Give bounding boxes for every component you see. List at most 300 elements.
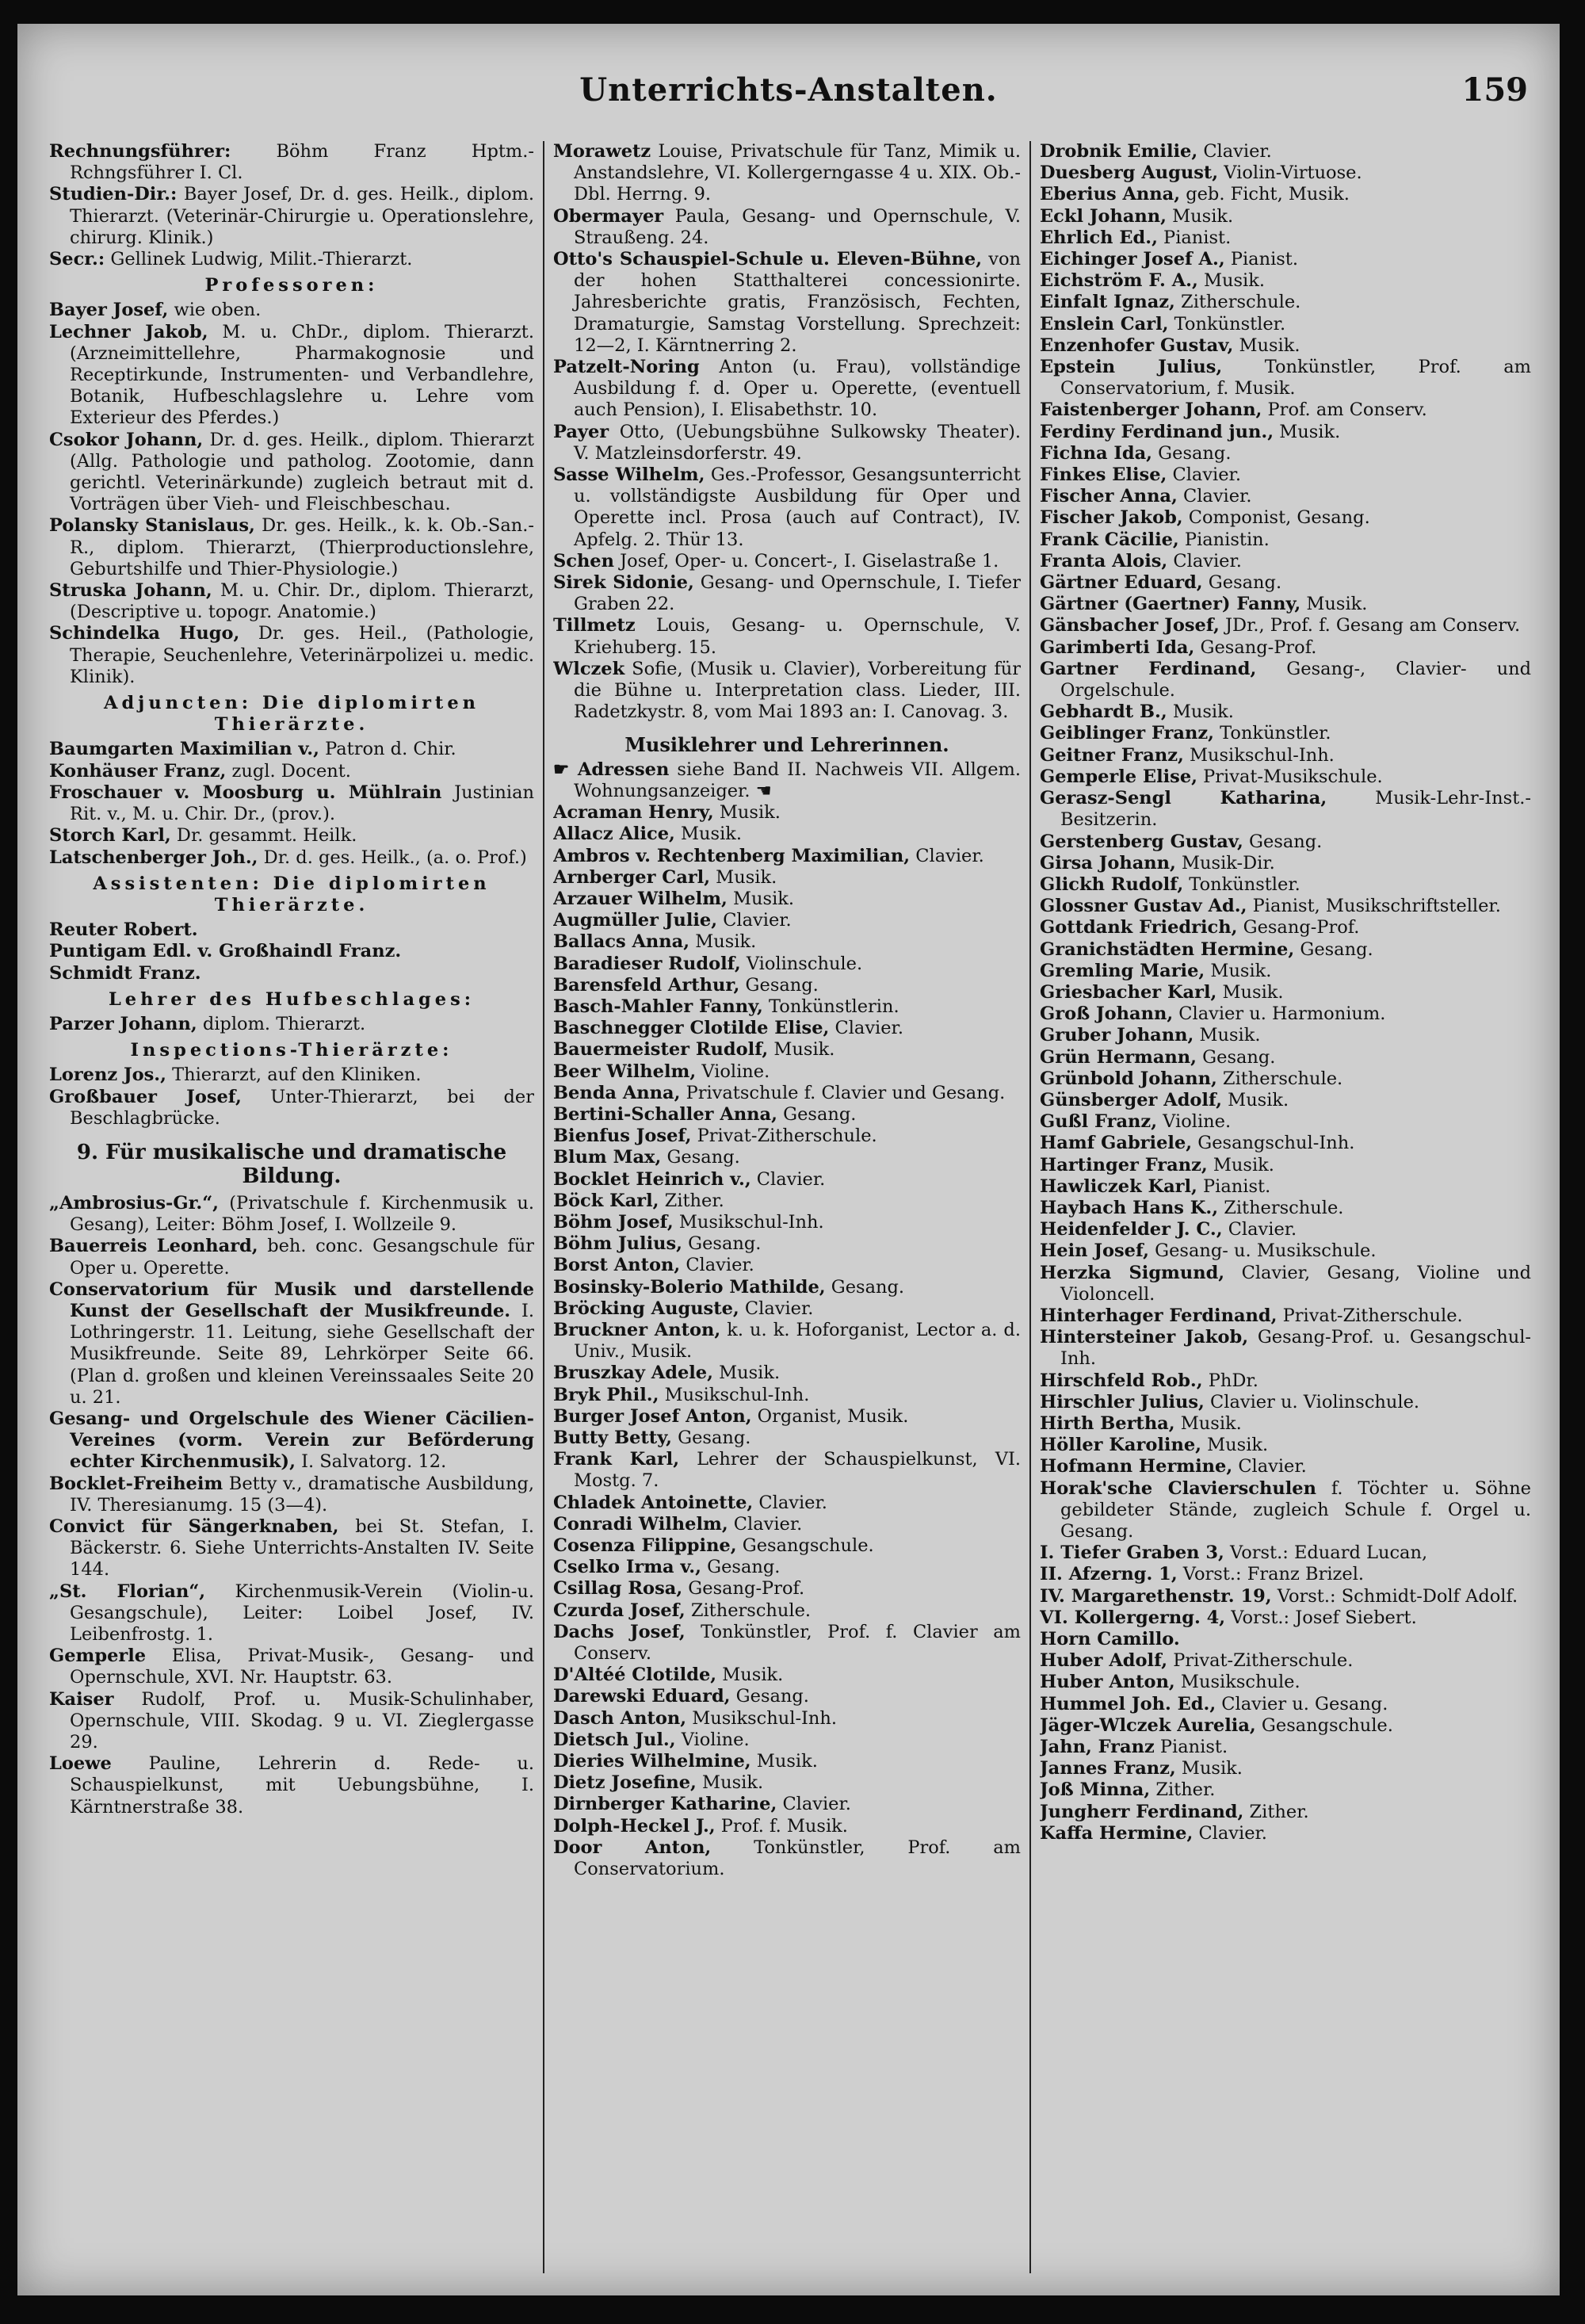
directory-entry [1040, 961, 1531, 982]
entry-name: Jannes Franz, [1040, 1758, 1176, 1779]
entry-text: Zitherschule. [1174, 292, 1301, 313]
directory-entry [1040, 637, 1531, 659]
entry-name: Burger Josef Anton, [553, 1405, 752, 1427]
entry-text: Clavier. [739, 1298, 814, 1319]
entry-text: Justinian Rit. v., M. u. Chir. Dr., (prov.). [70, 782, 534, 825]
column-2 [553, 141, 1021, 2281]
directory-entry [1040, 141, 1531, 162]
entry-name: Groß Johann, [1040, 1003, 1174, 1025]
entry-name: Herzka Sigmund, [1040, 1262, 1225, 1283]
entry-name: Dasch Anton, [553, 1707, 687, 1729]
entry-name: Wlczek [553, 658, 625, 679]
directory-entry [49, 184, 534, 249]
entry-name: Epstein Julius, [1040, 357, 1223, 378]
entry-text: JDr., Prof. f. Gesang am Conserv. [1219, 615, 1521, 636]
entry-name: Schindelka Hugo, [49, 623, 240, 644]
entry-name: Gärtner (Gaertner) Fanny, [1040, 594, 1301, 615]
entry-text: f. Töchter u. Söhne gebildeter Stände, zugleich Schule f. Orgel u. Gesang. [1060, 1477, 1531, 1542]
entry-name: Böck Karl, [553, 1190, 659, 1211]
directory-entry [553, 954, 1021, 975]
entry-name: Secr.: [49, 249, 105, 270]
entry-name: Geiblinger Franz, [1040, 723, 1214, 744]
entry-name: Garimberti Ida, [1040, 636, 1195, 658]
entry-text: Clavier u. Harmonium. [1173, 1003, 1386, 1025]
directory-entry [553, 422, 1021, 464]
directory-entry [553, 206, 1021, 249]
directory-entry [553, 249, 1021, 357]
entry-text: Musik. [1274, 421, 1341, 442]
directory-entry [1040, 1198, 1531, 1219]
entry-text: Clavier, Gesang, Violine und Violoncell. [1060, 1262, 1531, 1305]
entry-name: Einfalt Ignaz, [1040, 292, 1175, 313]
entry-text: Musik. [1233, 334, 1300, 356]
directory-entry [553, 1126, 1021, 1147]
entry-text: Musik. [1197, 270, 1266, 292]
directory-entry [49, 322, 534, 430]
directory-entry [553, 1191, 1021, 1212]
entry-text: Musik. [696, 1772, 764, 1794]
entry-name: Haybach Hans K., [1040, 1197, 1219, 1218]
entry-text: Privat-Zitherschule. [691, 1126, 877, 1147]
entry-text: Musik. [713, 802, 781, 824]
entry-text: Zither. [659, 1190, 724, 1211]
entry-name: Horak'sche Clavierschulen [1040, 1477, 1316, 1499]
directory-entry [553, 846, 1021, 867]
entry-text: Clavier u. Violinschule. [1204, 1391, 1420, 1412]
directory-entry [553, 1255, 1021, 1276]
entry-text: Louis, Gesang- u. Opernschule, V. Kriehuberg. 15. [574, 615, 1021, 658]
directory-entry [1040, 701, 1531, 723]
directory-entry [553, 910, 1021, 931]
directory-entry [553, 1493, 1021, 1514]
entry-name: Heidenfelder J. C., [1040, 1219, 1223, 1240]
directory-entry [1040, 1629, 1531, 1650]
entry-name: Tillmetz [553, 615, 636, 636]
entry-text: Musikschul-Inh. [659, 1384, 810, 1405]
directory-entry [553, 141, 1021, 206]
entry-name: Gebhardt B., [1040, 701, 1167, 723]
entry-text: Gesang. [1152, 442, 1232, 464]
directory-entry [1040, 1586, 1531, 1607]
entry-text: Musik. [689, 931, 757, 953]
entry-name: „Ambrosius-Gr.“, [49, 1192, 219, 1214]
entry-text: Gesangschule. [736, 1535, 874, 1556]
directory-entry [49, 1474, 534, 1516]
entry-text: Thierarzt, auf den Kliniken. [166, 1065, 422, 1086]
entry-name: Studien-Dir.: [49, 184, 178, 205]
entry-text: Pianist, Musikschriftsteller. [1247, 896, 1501, 917]
entry-name: Eichström F. A., [1040, 270, 1198, 292]
directory-entry [553, 1772, 1021, 1794]
entry-name: Gerasz-Sengl Katharina, [1040, 788, 1327, 809]
entry-name: Hartinger Franz, [1040, 1154, 1208, 1175]
entry-name: Dietsch Jul., [553, 1729, 676, 1750]
entry-text: Violinschule. [740, 953, 863, 974]
directory-entry [1040, 1263, 1531, 1305]
entry-name: Frank Cäcilie, [1040, 529, 1179, 550]
entry-name: Payer [553, 421, 609, 442]
directory-entry [1040, 399, 1531, 421]
entry-text: Josef, Oper- u. Concert-, I. Giselastraße 1. [613, 550, 999, 571]
directory-entry [553, 1730, 1021, 1751]
entry-text: Gesang. [1197, 1046, 1276, 1068]
entry-name: Dolph-Heckel J., [553, 1815, 716, 1837]
directory-entry [553, 1665, 1021, 1686]
entry-name: Conradi Wilhelm, [553, 1513, 728, 1535]
directory-entry [1040, 594, 1531, 615]
directory-entry [1040, 1607, 1531, 1629]
entry-name: Gänsbacher Josef, [1040, 615, 1220, 636]
entry-name: Bruszkay Adele, [553, 1363, 713, 1384]
directory-entry [1040, 939, 1531, 961]
entry-name: Eberius Anna, [1040, 184, 1181, 205]
directory-entry [1040, 1823, 1531, 1844]
entry-text: Clavier. [829, 1018, 903, 1039]
entry-name: Hirschfeld Rob., [1040, 1370, 1203, 1391]
directory-entry [49, 1193, 534, 1236]
entry-name: Bocklet-Freiheim [49, 1473, 223, 1494]
entry-name: Basch-Mahler Fanny, [553, 996, 763, 1017]
directory-entry [553, 996, 1021, 1018]
entry-text: M. u. Chir. Dr., diplom. Thierarzt, (Descriptive u. topogr. Anatomie.) [70, 580, 534, 623]
entry-name: Sasse Wilhelm, [553, 464, 705, 486]
entry-name: Eichinger Josef A., [1040, 249, 1225, 270]
entry-text: Gesang-Prof. u. Gesangschul-Inh. [1060, 1327, 1531, 1370]
directory-entry [1040, 1478, 1531, 1543]
directory-entry [1040, 723, 1531, 744]
entry-text: Otto, (Uebungsbühne Sulkowsky Theater). V. Matzleinsdorferstr. 49. [574, 421, 1021, 464]
entry-text: Sofie, (Musik u. Clavier), Vorbereitung für die Bühne u. Interpretation class. Lieder, III. Radetzkystr. 8, vom Mai 1893 an: I. Canovag. 3. [574, 658, 1021, 723]
entry-name: Hummel Joh. Ed., [1040, 1693, 1216, 1714]
directory-entry [1040, 1219, 1531, 1240]
entry-name: Gartner Ferdinand, [1040, 658, 1257, 679]
entry-text: Musik. [1222, 1089, 1289, 1110]
directory-entry [553, 867, 1021, 889]
entry-text: geb. Ficht, Musik. [1180, 184, 1350, 205]
directory-entry [553, 1104, 1021, 1126]
entry-text: Musik. [712, 1363, 781, 1384]
entry-name: Sirek Sidonie, [553, 572, 694, 594]
entry-text: Unter-Thierarzt, bei der Beschlagbrücke. [70, 1086, 534, 1129]
entry-text: Rudolf, Prof. u. Musik-Schulinhaber, Opernschule, VIII. Skodag. 9 u. VI. Zieglergasse 29. [70, 1688, 534, 1753]
directory-entry [553, 1578, 1021, 1600]
entry-name: Konhäuser Franz, [49, 760, 227, 782]
directory-entry [49, 1014, 534, 1035]
entry-text: Clavier. [1167, 464, 1241, 486]
entry-text: Musik. [1207, 1154, 1274, 1175]
entry-name: Dietz Josefine, [553, 1772, 697, 1794]
directory-entry [49, 739, 534, 760]
entry-text: Zitherschule. [1216, 1068, 1343, 1089]
directory-entry [1040, 1650, 1531, 1672]
entry-name: Hein Josef, [1040, 1240, 1149, 1262]
directory-entry [49, 580, 534, 623]
entry-name: Arzauer Wilhelm, [553, 888, 728, 909]
entry-text: Musik. [1300, 594, 1368, 615]
entry-text: Tonkünstler, Prof. am Conservatorium. [574, 1837, 1021, 1880]
entry-text: Clavier. [1177, 486, 1252, 507]
directory-entry [49, 1689, 534, 1754]
entry-name: Bryk Phil., [553, 1384, 659, 1405]
directory-entry [1040, 206, 1531, 227]
entry-text: Musik. [727, 888, 795, 909]
directory-entry [553, 1212, 1021, 1233]
entry-name: Duesberg August, [1040, 162, 1219, 184]
entry-name: Kaiser [49, 1688, 114, 1710]
directory-entry [553, 802, 1021, 824]
directory-entry [49, 141, 534, 184]
directory-entry [1040, 1758, 1531, 1779]
directory-entry [553, 1363, 1021, 1384]
entry-name: Conservatorium für Musik und darstellende Kunst der Gesellschaft der Musikfreunde. [49, 1279, 534, 1321]
entry-name: Borst Anton, [553, 1255, 681, 1276]
entry-name: Blum Max, [553, 1147, 662, 1168]
entry-text: Musik-Lehr-Inst.-Besitzerin. [1060, 788, 1531, 831]
entry-name: Morawetz [553, 141, 651, 162]
directory-entry [1040, 443, 1531, 464]
entry-text: Musik. [750, 1751, 818, 1772]
directory-entry [49, 249, 534, 270]
entry-text: Clavier. [1197, 141, 1272, 162]
entry-name: IV. Margarethenstr. 19, [1040, 1585, 1272, 1607]
directory-page [17, 24, 1560, 2295]
directory-entry [553, 1751, 1021, 1772]
entry-name: Jahn, Franz [1040, 1737, 1155, 1758]
directory-entry [553, 759, 1021, 802]
entry-name: Lorenz Jos., [49, 1065, 166, 1086]
entry-name: I. Tiefer Graben 3, [1040, 1542, 1224, 1564]
entry-text: Tonkünstler, Prof. am Conservatorium, f. Musik. [1060, 357, 1531, 399]
directory-entry [1040, 292, 1531, 313]
entry-text: Gesangschul-Inh. [1192, 1133, 1355, 1154]
entry-name: Baradieser Rudolf, [553, 953, 741, 974]
entry-text: Musik. [1194, 1025, 1261, 1046]
entry-text: Lehrer der Schauspielkunst, VI. Mostg. 7. [574, 1449, 1021, 1492]
entry-text: Anton (u. Frau), vollständige Ausbildung f. d. Oper u. Operette, (eventuell auch Pension), I. Elisabethstr. 10. [574, 357, 1021, 421]
entry-text: von der hohen Statthalterei concessionirte. Jahresberichte gratis, Französisch, Fechten, Dramaturgie, Samstag Vorstellung. Sprechzeit: 12—2, I. Kärntnerring 2. [574, 249, 1021, 356]
directory-entry [1040, 1068, 1531, 1090]
entry-text: bei St. Stefan, I. Bäckerstr. 6. Siehe Unterrichts-Anstalten IV. Seite 144. [70, 1516, 534, 1581]
subsection-heading: Professoren: [204, 275, 379, 296]
directory-entry [49, 1581, 534, 1646]
entry-name: Bosinsky-Bolerio Mathilde, [553, 1276, 826, 1298]
entry-text: Dr. ges. Heil., (Pathologie, Therapie, Seuchenlehre, Veterinärpolizei u. medic. Klinik). [70, 623, 534, 687]
entry-text: Tonkünstler. [1183, 873, 1300, 895]
entry-name: Horn Camillo. [1040, 1629, 1180, 1650]
entry-name: Hirth Bertha, [1040, 1412, 1175, 1434]
directory-entry [1040, 249, 1531, 270]
directory-entry [1040, 766, 1531, 788]
entry-text: Gesang-Prof. [1194, 636, 1317, 658]
entry-name: Struska Johann, [49, 580, 212, 602]
entry-text: Clavier. [753, 1492, 827, 1513]
entry-name: Hintersteiner Jakob, [1040, 1327, 1249, 1348]
entry-name: Bocklet Heinrich v., [553, 1168, 751, 1190]
entry-text: Ges.-Professor, Gesangsunterricht u. vollständigste Ausbildung für Oper und Operette incl. Prosa (auch auf Contract), IV. Apfelg. 2. Thür 13. [574, 464, 1021, 550]
entry-text: Musikschul-Inh. [1183, 744, 1335, 766]
directory-entry [1040, 788, 1531, 831]
entry-name: Acraman Henry, [553, 802, 714, 824]
entry-name: Joß Minna, [1040, 1779, 1151, 1801]
entry-name: Fichna Ida, [1040, 442, 1153, 464]
directory-entry [1040, 874, 1531, 896]
directory-entry [1040, 1392, 1531, 1413]
entry-name: Bauermeister Rudolf, [553, 1039, 769, 1061]
directory-entry [553, 1816, 1021, 1837]
column-divider [543, 141, 544, 2273]
entry-text: Dr. ges. Heilk., k. k. Ob.-San.-R., diplom. Thierarzt, (Thierproductionslehre, Geburtshilfe und Thier-Physiologie.) [70, 515, 534, 579]
directory-entry [1040, 464, 1531, 486]
entry-text: Gesang-Prof. [682, 1578, 805, 1600]
entry-name: Franta Alois, [1040, 550, 1168, 571]
directory-entry [49, 782, 534, 825]
entry-text: Musik. [1201, 1435, 1269, 1456]
section-heading: 9. Für musikalische und dramatische Bildung. [76, 1140, 507, 1188]
entry-text: Musik. [1166, 205, 1234, 227]
directory-entry [49, 1646, 534, 1688]
directory-entry [553, 1277, 1021, 1298]
directory-entry [553, 1557, 1021, 1578]
entry-text: Privat-Musikschule. [1197, 766, 1383, 787]
directory-entry [49, 761, 534, 782]
entry-text: Tonkünstlerin. [762, 996, 899, 1017]
entry-name: Gemperle [49, 1646, 147, 1667]
entry-name: Beer Wilhelm, [553, 1061, 697, 1082]
directory-entry [1040, 507, 1531, 529]
entry-text: Tonkünstler. [1168, 313, 1286, 334]
directory-entry [1040, 1047, 1531, 1068]
directory-entry [1040, 270, 1531, 292]
directory-entry [1040, 1111, 1531, 1133]
entry-text: siehe Band II. Nachweis VII. Allgem. Wohnungsanzeiger. ☚ [574, 759, 1021, 801]
directory-entry [1040, 1435, 1531, 1456]
entry-name: Drobnik Emilie, [1040, 141, 1198, 162]
entry-name: Jäger-Wlczek Aurelia, [1040, 1714, 1256, 1736]
entry-text: Musik. [1175, 1758, 1243, 1779]
entry-name: Darewski Eduard, [553, 1686, 731, 1707]
entry-name: Baschnegger Clotilde Elise, [553, 1018, 830, 1039]
directory-entry [553, 1385, 1021, 1406]
directory-entry [553, 1061, 1021, 1083]
entry-text: Patron d. Chir. [319, 739, 456, 760]
directory-entry [553, 1018, 1021, 1039]
page-number: 159 [1461, 71, 1528, 109]
directory-entry [553, 1600, 1021, 1622]
entry-name: Finkes Elise, [1040, 464, 1167, 486]
directory-entry [553, 357, 1021, 422]
entry-text: Gesang. [777, 1103, 857, 1125]
directory-entry [553, 1320, 1021, 1363]
entry-name: Kaffa Hermine, [1040, 1822, 1194, 1844]
directory-entry [553, 1169, 1021, 1191]
directory-entry [553, 1298, 1021, 1320]
entry-name: Hirschler Julius, [1040, 1391, 1205, 1412]
directory-entry [49, 847, 534, 869]
directory-entry [49, 825, 534, 847]
subsection-heading: Musiklehrer und Lehrerinnen. [624, 733, 949, 757]
directory-entry [49, 515, 534, 580]
entry-name: Großbauer Josef, [49, 1086, 242, 1107]
entry-text: Componist, Gesang. [1182, 507, 1370, 529]
entry-text: Violin-Virtuose. [1218, 162, 1362, 184]
entry-text: Gesang- und Opernschule, I. Tiefer Graben 22. [574, 572, 1021, 615]
entry-text: Privat-Zitherschule. [1167, 1650, 1354, 1672]
directory-entry [553, 1233, 1021, 1255]
entry-name: Höller Karoline, [1040, 1435, 1201, 1456]
entry-name: Eckl Johann, [1040, 205, 1167, 227]
directory-entry [1040, 1779, 1531, 1801]
entry-name: Huber Adolf, [1040, 1650, 1168, 1672]
directory-entry [1040, 853, 1531, 874]
entry-name: Butty Betty, [553, 1427, 672, 1448]
directory-entry [1040, 1155, 1531, 1176]
subsection-heading: Inspections-Thierärzte: [130, 1040, 453, 1061]
entry-text: Prof. am Conserv. [1262, 399, 1427, 421]
entry-text: Clavier. [750, 1168, 826, 1190]
entry-name: Froschauer v. Moosburg u. Mühlrain [49, 782, 442, 803]
entry-text: k. u. k. Hoforganist, Lector a. d. Univ., Musik. [574, 1319, 1021, 1363]
directory-entry [1040, 357, 1531, 399]
entry-name: Huber Anton, [1040, 1672, 1175, 1693]
entry-name: Csillag Rosa, [553, 1578, 683, 1600]
directory-entry [49, 941, 534, 962]
directory-entry [49, 963, 534, 984]
entry-name: Girsa Johann, [1040, 852, 1176, 873]
column-divider [1029, 141, 1031, 2273]
entry-text: zugl. Docent. [226, 760, 351, 782]
entry-text: Musikschul-Inh. [686, 1707, 838, 1729]
entry-name: Bruckner Anton, [553, 1319, 721, 1340]
entry-name: Gottdank Friedrich, [1040, 917, 1238, 938]
page-header [17, 71, 1560, 135]
entry-text: Musik. [674, 824, 743, 845]
entry-name: Bertini-Schaller Anna, [553, 1103, 777, 1125]
entry-text: Gesang-Prof. [1237, 917, 1360, 938]
directory-entry [1040, 896, 1531, 917]
entry-text: Musikschule. [1174, 1672, 1300, 1693]
entry-text: Gesang-, Clavier- und Orgelschule. [1060, 658, 1531, 701]
entry-name: Fischer Anna, [1040, 486, 1178, 507]
directory-entry [49, 1409, 534, 1474]
entry-name: Cosenza Filippine, [553, 1535, 737, 1556]
directory-entry [1040, 1672, 1531, 1693]
directory-entry [1040, 162, 1531, 184]
entry-name: Günsberger Adolf, [1040, 1089, 1222, 1110]
directory-entry [1040, 422, 1531, 443]
directory-entry [553, 1514, 1021, 1535]
entry-text: Clavier. [910, 845, 984, 866]
entry-name: Benda Anna, [553, 1082, 681, 1103]
entry-name: Parzer Johann, [49, 1013, 197, 1034]
entry-name: Cselko Irma v., [553, 1557, 701, 1578]
subsection-heading: Lehrer des Hufbeschlages: [108, 988, 476, 1010]
directory-entry [49, 1279, 534, 1409]
entry-text: PhDr. [1202, 1370, 1258, 1391]
entry-text: Gesang. [701, 1557, 781, 1578]
entry-name: Fischer Jakob, [1040, 507, 1183, 529]
entry-text: Gesang. [825, 1276, 905, 1298]
entry-name: Böhm Josef, [553, 1211, 674, 1233]
entry-name: Dieries Wilhelmine, [553, 1751, 751, 1772]
entry-text: Kirchenmusik-Verein (Violin-u. Gesangschule), Leiter: Loibel Josef, IV. Leibenfrostg. 1. [70, 1581, 534, 1645]
directory-entry [1040, 1305, 1531, 1327]
entry-name: Storch Karl, [49, 825, 171, 847]
directory-entry [49, 1516, 534, 1581]
directory-entry [553, 931, 1021, 953]
entry-name: Loewe [49, 1753, 112, 1775]
entry-name: Czurda Josef, [553, 1600, 686, 1621]
entry-text: Pianistin. [1178, 529, 1270, 550]
